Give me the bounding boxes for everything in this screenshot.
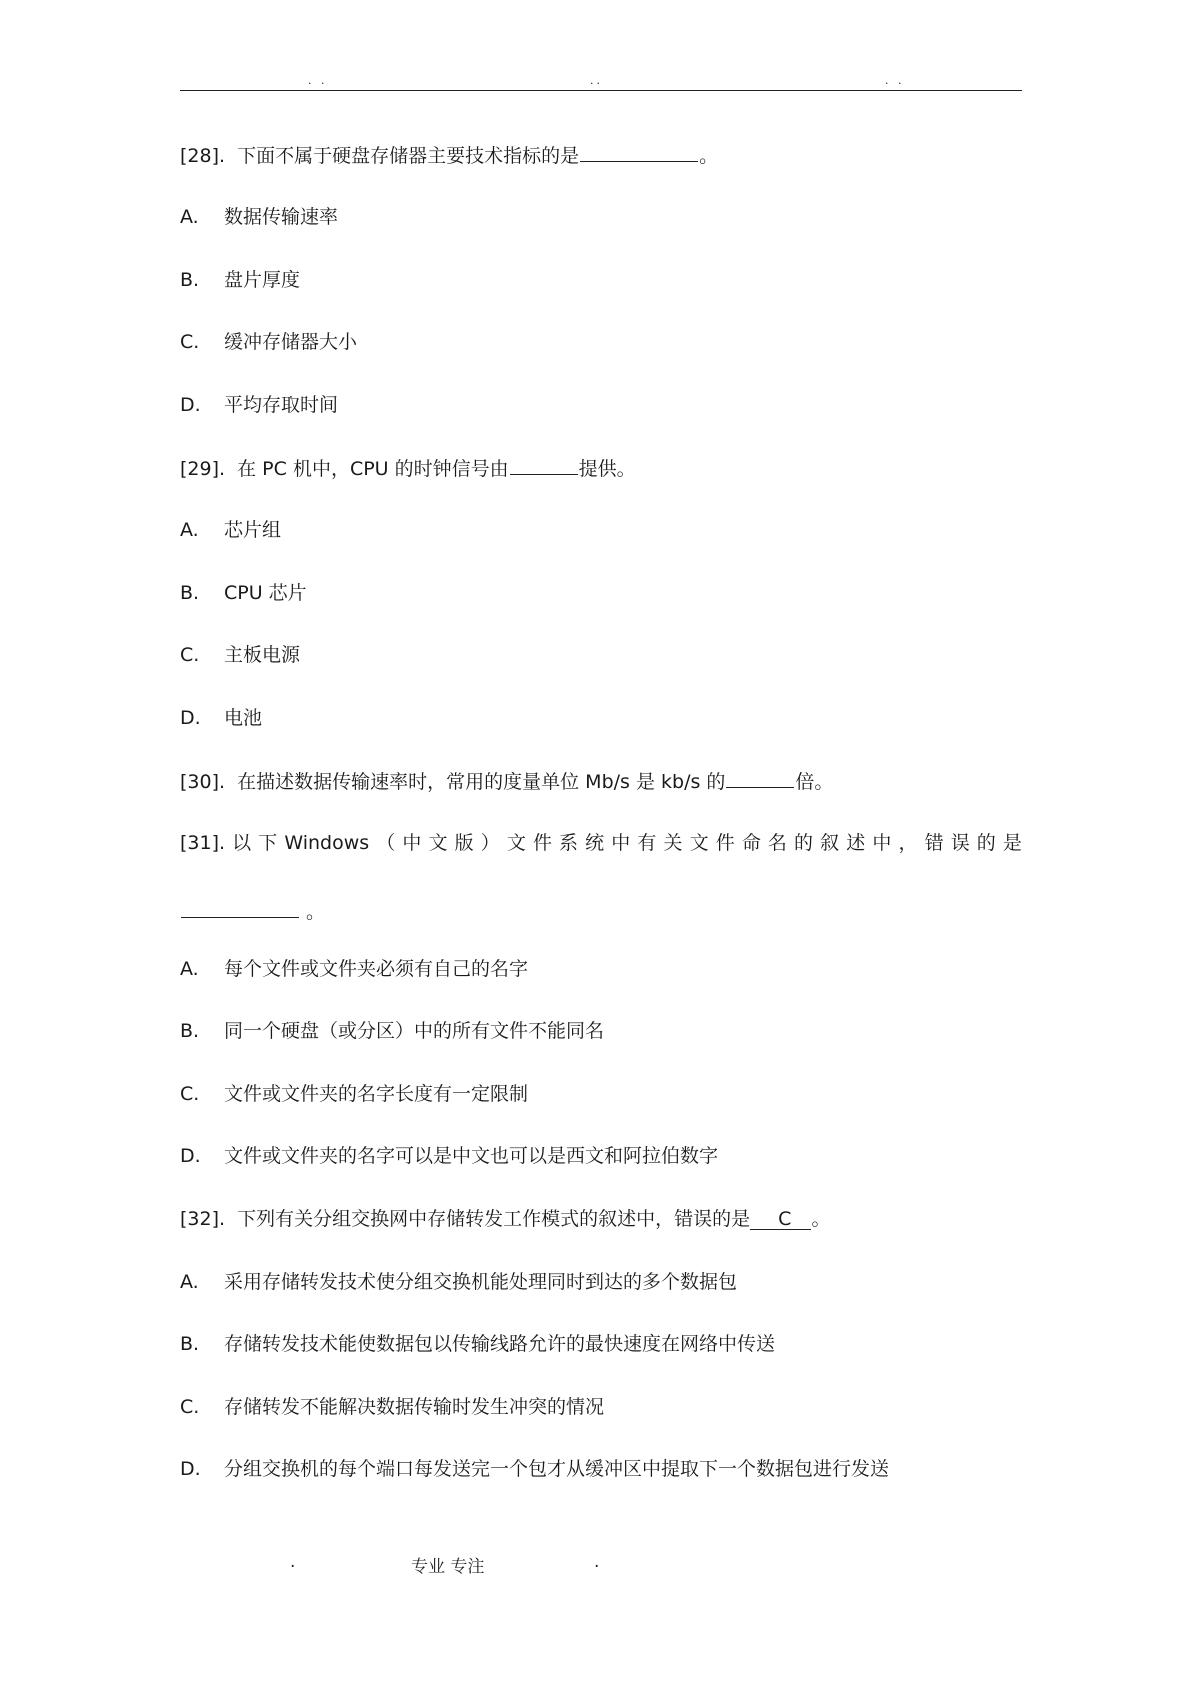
question-29-option-c xyxy=(180,643,300,667)
stem-word: 件 xyxy=(715,832,735,854)
option-letter: C. xyxy=(180,1396,200,1418)
option-letter: B. xyxy=(180,269,200,291)
option-text: 分组交换机的每个端口每发送完一个包才从缓冲区中提取下一个数据包进行发送 xyxy=(224,1458,890,1480)
option-text: 文件或文件夹的名字长度有一定限制 xyxy=(224,1083,529,1105)
footer-dot-right: . xyxy=(594,1552,600,1572)
stem-word: 系 xyxy=(559,832,579,854)
question-32-stem xyxy=(180,1207,830,1231)
question-end: 。 xyxy=(811,1208,831,1230)
question-28-option-d xyxy=(180,393,338,417)
question-number: [30]. xyxy=(180,771,226,793)
stem-word: ） xyxy=(480,832,500,854)
answer-blank xyxy=(181,899,299,918)
question-31-option-b xyxy=(180,1019,604,1043)
option-text: 平均存取时间 xyxy=(224,394,339,416)
option-text: 同一个硬盘（或分区）中的所有文件不能同名 xyxy=(224,1020,605,1042)
option-letter: C. xyxy=(180,1083,200,1105)
answer-blank xyxy=(580,143,698,162)
stem-word: 名 xyxy=(767,832,787,854)
option-text: 存储转发不能解决数据传输时发生冲突的情况 xyxy=(224,1396,605,1418)
stem-word: 统 xyxy=(585,832,605,854)
stem-word: Windows xyxy=(284,832,370,854)
footer-text: 专业 专注 xyxy=(411,1557,485,1577)
question-number: [29]. xyxy=(180,458,226,480)
header-dots-center: .. xyxy=(590,74,603,87)
question-32-option-c xyxy=(180,1395,604,1419)
option-letter: B. xyxy=(180,1020,200,1042)
stem-word: 件 xyxy=(532,832,552,854)
question-28-option-b xyxy=(180,268,300,292)
question-32-option-b xyxy=(180,1332,775,1356)
question-end: 。 xyxy=(306,901,326,923)
option-text: CPU 芯片 xyxy=(224,582,307,604)
question-text: 下面不属于硬盘存储器主要技术指标的是 xyxy=(237,145,580,167)
question-31-blank-line xyxy=(180,899,325,924)
option-text: 数据传输速率 xyxy=(224,206,339,228)
option-letter: D. xyxy=(180,1458,201,1480)
option-text: 每个文件或文件夹必须有自己的名字 xyxy=(224,958,529,980)
option-letter: C. xyxy=(180,644,200,666)
question-32-option-d xyxy=(180,1457,889,1481)
option-letter: D. xyxy=(180,1145,201,1167)
option-letter: C. xyxy=(180,331,200,353)
question-28-option-a xyxy=(180,205,338,229)
question-29-stem xyxy=(180,456,636,481)
question-29-option-b xyxy=(180,581,307,605)
question-number: [32]. xyxy=(180,1208,226,1230)
option-text: 存储转发技术能使数据包以传输线路允许的最快速度在网络中传送 xyxy=(224,1333,776,1355)
stem-word: 关 xyxy=(663,832,683,854)
option-text: 采用存储转发技术使分组交换机能处理同时到达的多个数据包 xyxy=(224,1271,738,1293)
header-dots-left: . . xyxy=(308,74,328,87)
option-text: 芯片组 xyxy=(224,519,282,541)
stem-word: ， xyxy=(898,832,918,854)
question-32-option-a xyxy=(180,1270,737,1294)
stem-word: 误 xyxy=(950,832,970,854)
stem-word: 以 xyxy=(232,832,252,854)
stem-word: （ xyxy=(376,832,396,854)
stem-word: 文 xyxy=(506,832,526,854)
header-dots-right: . . xyxy=(885,74,905,87)
stem-word: 叙 xyxy=(820,832,840,854)
stem-word: 中 xyxy=(402,832,422,854)
answer-blank xyxy=(726,769,794,788)
question-28-option-c xyxy=(180,330,357,354)
page-header-rule xyxy=(180,70,1022,91)
stem-word: 中 xyxy=(611,832,631,854)
option-text: 主板电源 xyxy=(224,644,301,666)
question-28-stem xyxy=(180,143,718,168)
option-text: 缓冲存储器大小 xyxy=(224,331,358,353)
question-number: [28]. xyxy=(180,145,226,167)
option-text: 盘片厚度 xyxy=(224,269,301,291)
question-end: 提供。 xyxy=(578,458,636,480)
question-31-option-c xyxy=(180,1082,528,1106)
filled-answer: C xyxy=(750,1209,811,1230)
question-29-option-d xyxy=(180,706,262,730)
stem-word: 版 xyxy=(454,832,474,854)
answer-blank xyxy=(510,456,578,475)
footer-dot-left: . xyxy=(290,1552,296,1572)
stem-word: 文 xyxy=(428,832,448,854)
stem-word: 下 xyxy=(258,832,278,854)
question-end: 。 xyxy=(699,145,719,167)
option-letter: B. xyxy=(180,1333,200,1355)
option-letter: A. xyxy=(180,206,199,228)
option-letter: A. xyxy=(180,519,199,541)
question-text: 在 PC 机中，CPU 的时钟信号由 xyxy=(237,458,509,480)
question-text: 下列有关分组交换网中存储转发工作模式的叙述中，错误的是 xyxy=(237,1208,751,1230)
question-number: [31]. xyxy=(180,832,226,854)
stem-word: 述 xyxy=(846,832,866,854)
stem-word: 命 xyxy=(741,832,761,854)
stem-word: 文 xyxy=(689,832,709,854)
question-29-option-a xyxy=(180,518,281,542)
question-end: 倍。 xyxy=(795,771,834,793)
option-text: 文件或文件夹的名字可以是中文也可以是西文和阿拉伯数字 xyxy=(224,1145,719,1167)
option-letter: D. xyxy=(180,394,201,416)
option-letter: A. xyxy=(180,1271,199,1293)
stem-word: 错 xyxy=(924,832,944,854)
stem-word: 的 xyxy=(976,832,996,854)
question-31-option-a xyxy=(180,957,528,981)
question-30-stem xyxy=(180,769,833,794)
option-letter: A. xyxy=(180,958,199,980)
stem-word: 的 xyxy=(794,832,814,854)
option-text: 电池 xyxy=(224,707,263,729)
question-31-stem xyxy=(180,831,1022,855)
question-31-option-d xyxy=(180,1144,718,1168)
option-letter: D. xyxy=(180,707,201,729)
stem-word: 是 xyxy=(1002,832,1022,854)
option-letter: B. xyxy=(180,582,200,604)
stem-word: 有 xyxy=(637,832,657,854)
question-text: 在描述数据传输速率时，常用的度量单位 Mb/s 是 kb/s 的 xyxy=(237,771,726,793)
stem-word: 中 xyxy=(872,832,892,854)
